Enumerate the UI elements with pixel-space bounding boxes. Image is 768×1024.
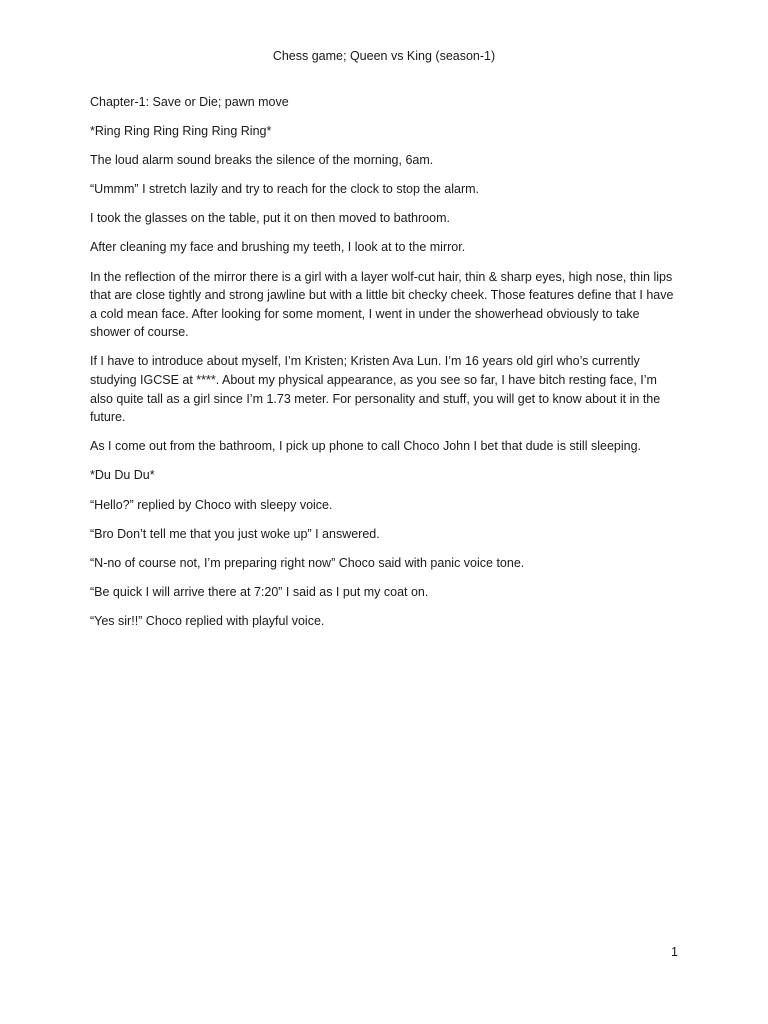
paragraph: “Be quick I will arrive there at 7:20” I said as I put my coat on.	[90, 584, 429, 599]
paragraph: As I come out from the bathroom, I pick up phone to call Choco John I bet that dude is still sleeping.	[90, 439, 642, 454]
paragraph: “Hello?” replied by Choco with sleepy voice.	[90, 497, 333, 512]
paragraph: *Ring Ring Ring Ring Ring Ring*	[90, 124, 272, 139]
paragraph: “N-no of course not, I’m preparing right now” Choco said with panic voice tone.	[90, 555, 525, 570]
document-body	[90, 93, 680, 641]
paragraph: “Yes sir!!” Choco replied with playful voice.	[90, 613, 325, 628]
chapter-heading: Chapter-1: Save or Die; pawn move	[90, 95, 289, 109]
paragraph: “Ummm” I stretch lazily and try to reach for the clock to stop the alarm.	[90, 182, 480, 197]
page-number: 1	[671, 945, 678, 959]
document-title: Chess game; Queen vs King (season-1)	[272, 49, 496, 63]
paragraph: The loud alarm sound breaks the silence of the morning, 6am.	[90, 153, 434, 168]
paragraph: I took the glasses on the table, put it on then moved to bathroom.	[90, 211, 450, 226]
paragraph: In the reflection of the mirror there is a girl with a layer wolf-cut hair, thin & sharp eyes, high nose, thin lips that are close tightly and strong jawline but with a little bit checky cheek. Those features define that I have a cold mean face. After looking for some moment, I went in under the showerhead obviously to take shower of course.	[90, 269, 674, 340]
paragraph: After cleaning my face and brushing my teeth, I look at to the mirror.	[90, 240, 466, 255]
paragraph: If I have to introduce about myself, I’m Kristen; Kristen Ava Lun. I’m 16 years old girl who’s currently studying IGCSE at ****. About my physical appearance, as you see so far, I have bitch resting face, I’m also quite tall as a girl since I’m 1.73 meter. For personality and stuff, you will get to know about it in the future.	[90, 354, 661, 425]
paragraph: “Bro Don’t tell me that you just woke up” I answered.	[90, 526, 380, 541]
paragraph: *Du Du Du*	[90, 468, 155, 483]
